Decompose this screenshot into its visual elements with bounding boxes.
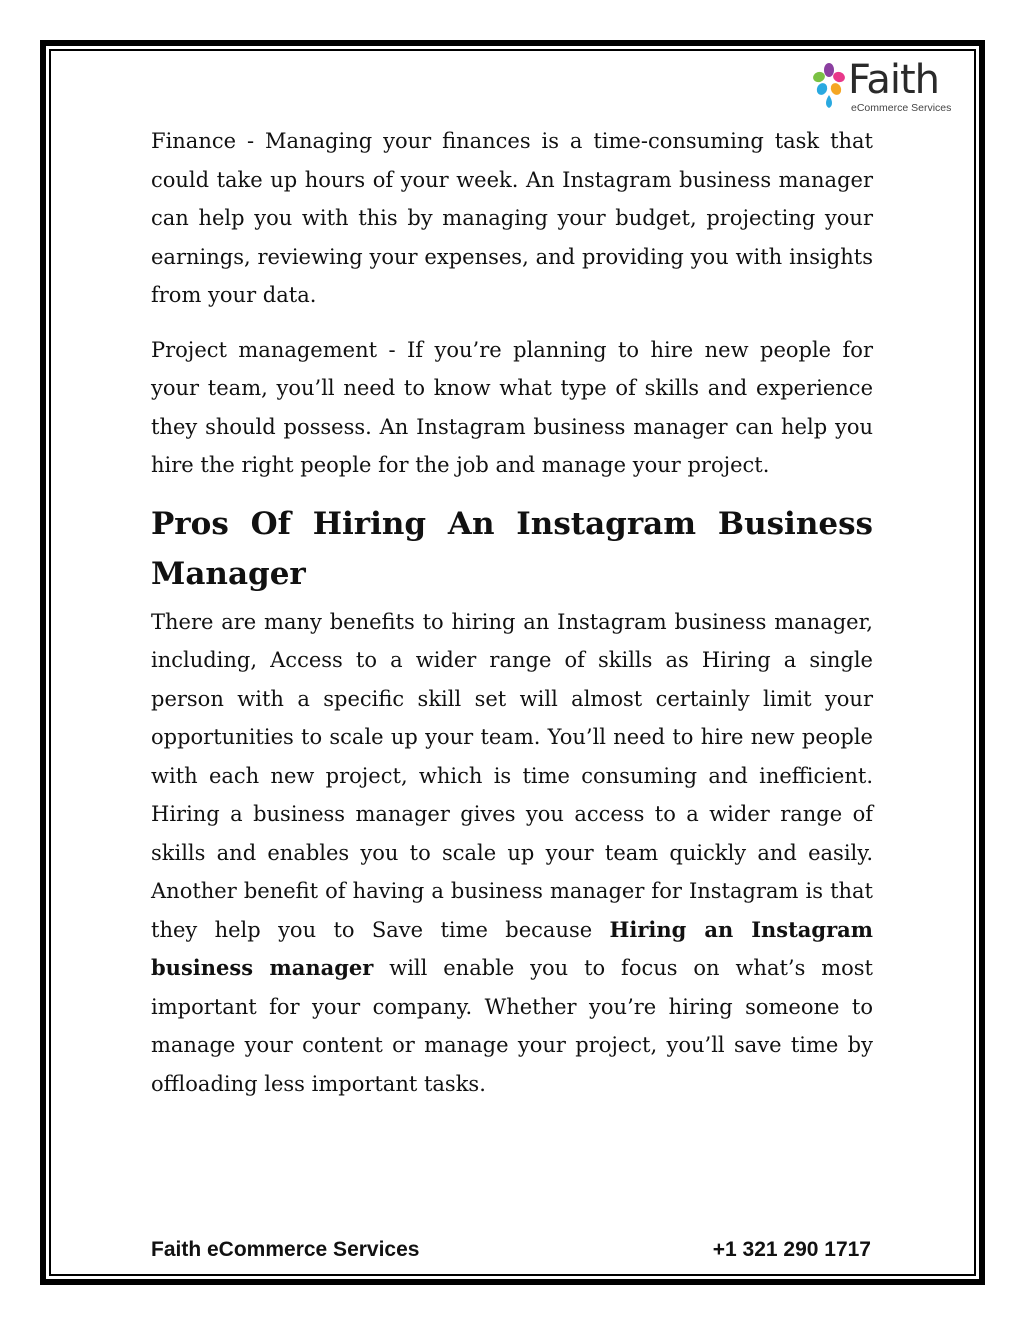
pros-paragraph-start: There are many benefits to hiring an Instagram business manager, including, Access to a wider range of skills as Hiring a single person with a specific skill set will almost certainly limit your opportunities to scale up your team. You’ll need to hire new people with each new project, which is time consuming and inefficient. Hiring a business manager gives you access to a wider range of skills and enables you to scale up your team quickly and easily. Another benefit of having a business manager for Instagram is that they help you to Save time because <box>151 609 873 942</box>
pros-paragraph-bold: Hiring an Instagram business manager <box>151 916 873 980</box>
section-heading: Pros Of Hiring An Instagram Business Manager <box>151 505 873 592</box>
logo-subtitle: eCommerce Services <box>851 102 952 114</box>
document-body <box>151 122 873 1103</box>
company-logo <box>812 57 964 118</box>
footer-phone-number: +1 321 290 1717 <box>712 1238 871 1261</box>
flower-petals-icon <box>812 62 846 110</box>
project-management-paragraph: Project management - If you’re planning to hire new people for your team, you’ll need to know what type of skills and experience they should possess. An Instagram business manager can help you hire the right people for the job and manage your project. <box>151 337 873 477</box>
footer-company-name: Faith eCommerce Services <box>151 1238 420 1261</box>
pros-paragraph <box>151 603 873 1104</box>
finance-paragraph: Finance - Managing your finances is a time-consuming task that could take up hours of your week. An Instagram business manager can help you with this by managing your budget, projecting your earnings, reviewing your expenses, and providing you with insights from your data. <box>151 129 873 307</box>
pros-paragraph-end: will enable you to focus on what’s most important for your company. Whether you’re hiring someone to manage your content or manage your project, you’ll save time by offloading less important tasks. <box>151 956 873 1096</box>
logo-wordmark: Faith <box>848 57 939 103</box>
